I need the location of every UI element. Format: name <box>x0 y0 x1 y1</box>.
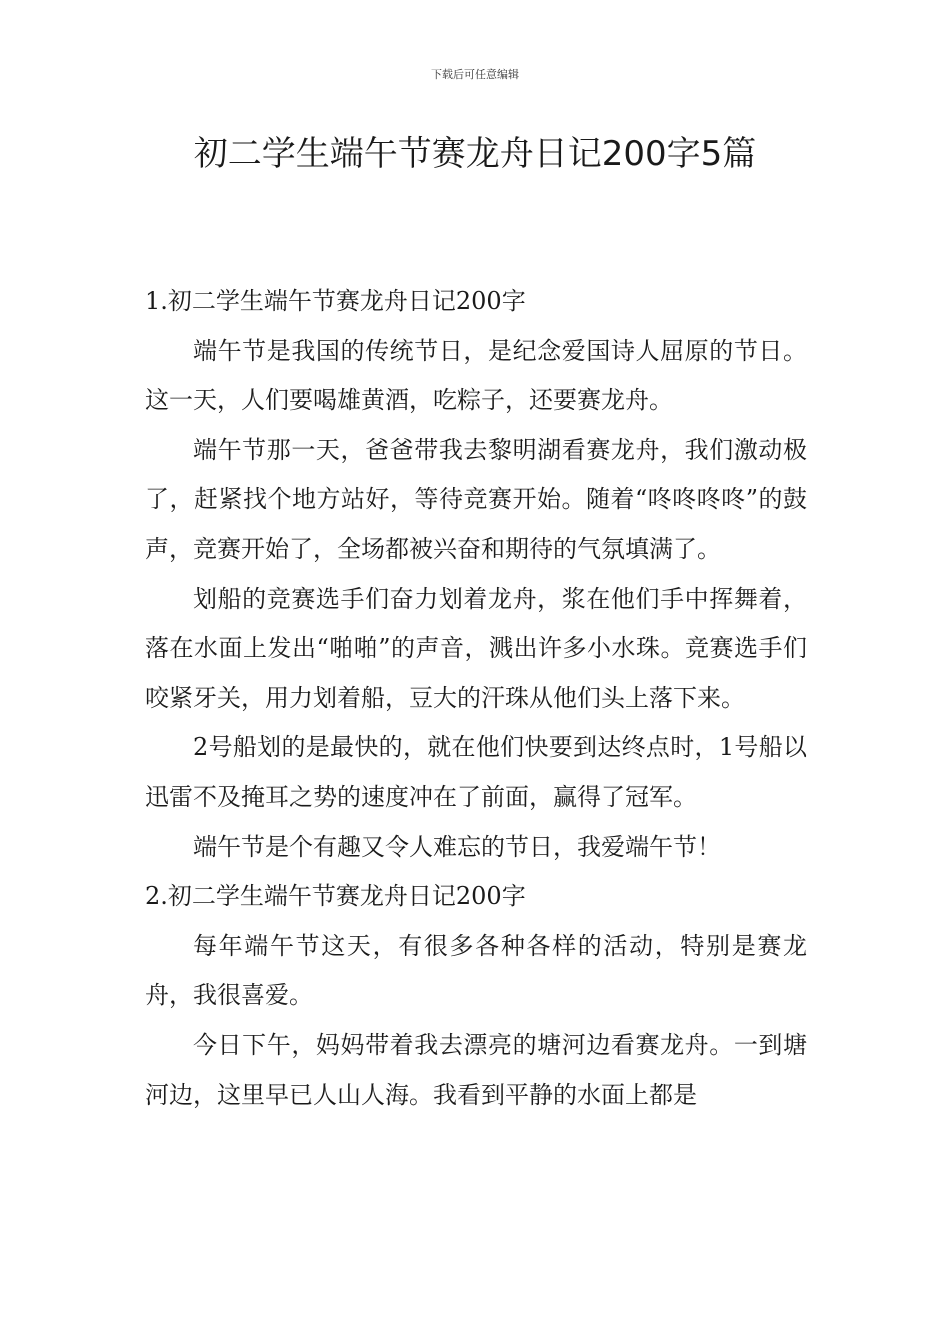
header-note: 下载后可任意编辑 <box>431 68 519 81</box>
paragraph: 今日下午，妈妈带着我去漂亮的塘河边看赛龙舟。一到塘河边，这里早已人山人海。我看到平静的水面上都是 <box>145 1030 807 1109</box>
paragraph: 2号船划的是最快的，就在他们快要到达终点时，1号船以迅雷不及掩耳之势的速度冲在了前面，赢得了冠军。 <box>145 733 807 811</box>
document-title: 初二学生端午节赛龙舟日记200字5篇 <box>193 134 757 174</box>
document-body <box>145 277 807 1120</box>
paragraph: 端午节那一天，爸爸带我去黎明湖看赛龙舟，我们激动极了，赶紧找个地方站好，等待竞赛开始。随着“咚咚咚咚”的鼓声，竞赛开始了，全场都被兴奋和期待的气氛填满了。 <box>145 435 807 563</box>
section-heading: 2.初二学生端午节赛龙舟日记200字 <box>145 882 526 911</box>
paragraph: 端午节是我国的传统节日，是纪念爱国诗人屈原的节日。这一天，人们要喝雄黄酒，吃粽子，还要赛龙舟。 <box>145 336 807 415</box>
paragraph: 每年端午节这天，有很多各种各样的活动，特别是赛龙舟，我很喜爱。 <box>145 931 807 1010</box>
section-heading: 1.初二学生端午节赛龙舟日记200字 <box>145 287 526 315</box>
paragraph: 划船的竞赛选手们奋力划着龙舟，浆在他们手中挥舞着，落在水面上发出“啪啪”的声音，溅出许多小水珠。竞赛选手们咬紧牙关，用力划着船，豆大的汗珠从他们头上落下来。 <box>145 584 807 712</box>
paragraph: 端午节是个有趣又令人难忘的节日，我爱端午节！ <box>193 832 721 861</box>
